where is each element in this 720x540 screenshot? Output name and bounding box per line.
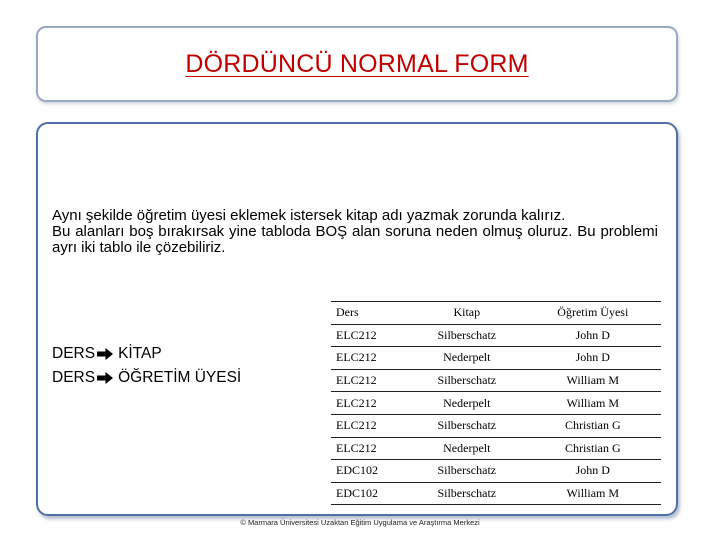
cell-ogretim-uyesi: William M [525, 482, 661, 505]
cell-ogretim-uyesi: William M [525, 369, 661, 392]
cell-ogretim-uyesi: John D [525, 460, 661, 483]
table-row [331, 369, 661, 392]
cell-kitap: Silberschatz [409, 482, 525, 505]
header-ders: Ders [331, 302, 409, 325]
cell-ders: EDC102 [331, 482, 409, 505]
dependency-from: DERS [52, 345, 96, 362]
header-kitap: Kitap [409, 302, 525, 325]
table-row [331, 324, 661, 347]
table-row [331, 414, 661, 437]
paragraph-1: Aynı şekilde öğretim üyesi eklemek istersek kitap adı yazmak zorunda kalırız. [52, 207, 566, 224]
footer-copyright: © Marmara Üniversitesi Uzaktan Eğitim Uygulama ve Araştırma Merkezi [240, 518, 480, 527]
cell-kitap: Nederpelt [409, 437, 525, 460]
right-arrow-icon [96, 347, 114, 361]
paragraph-2: Bu alanları boş bırakırsak yine tabloda BOŞ alan soruna neden olmuş oluruz. Bu problemi ayrı iki tablo ile çözebiliriz. [52, 223, 658, 256]
cell-kitap: Silberschatz [409, 369, 525, 392]
header-ogretim-uyesi: Öğretim Üyesi [525, 302, 661, 325]
cell-kitap: Silberschatz [409, 460, 525, 483]
cell-ders: ELC212 [331, 392, 409, 415]
cell-ogretim-uyesi: John D [525, 324, 661, 347]
table-row [331, 347, 661, 370]
cell-ogretim-uyesi: Christian G [525, 437, 661, 460]
title-box [36, 26, 678, 102]
cell-ogretim-uyesi: William M [525, 392, 661, 415]
cell-kitap: Nederpelt [409, 392, 525, 415]
slide-title: DÖRDÜNCÜ NORMAL FORM [185, 49, 529, 78]
dependency-row [52, 366, 241, 390]
table-row [331, 392, 661, 415]
dependency-from: DERS [52, 369, 96, 386]
cell-kitap: Nederpelt [409, 347, 525, 370]
table-row [331, 437, 661, 460]
cell-kitap: Silberschatz [409, 324, 525, 347]
cell-ders: ELC212 [331, 347, 409, 370]
cell-ders: ELC212 [331, 369, 409, 392]
cell-ders: ELC212 [331, 324, 409, 347]
cell-ders: ELC212 [331, 414, 409, 437]
table-header-row [331, 302, 661, 325]
cell-ders: ELC212 [331, 437, 409, 460]
paragraph-block [52, 208, 658, 256]
dependency-list [52, 342, 241, 390]
table-row [331, 460, 661, 483]
dependency-to: KİTAP [118, 345, 162, 362]
cell-ders: EDC102 [331, 460, 409, 483]
cell-ogretim-uyesi: John D [525, 347, 661, 370]
right-arrow-icon [96, 371, 114, 385]
table-row [331, 482, 661, 505]
cell-ogretim-uyesi: Christian G [525, 414, 661, 437]
course-table [331, 301, 661, 505]
dependency-to: ÖĞRETİM ÜYESİ [118, 369, 242, 386]
cell-kitap: Silberschatz [409, 414, 525, 437]
dependency-row [52, 342, 241, 366]
